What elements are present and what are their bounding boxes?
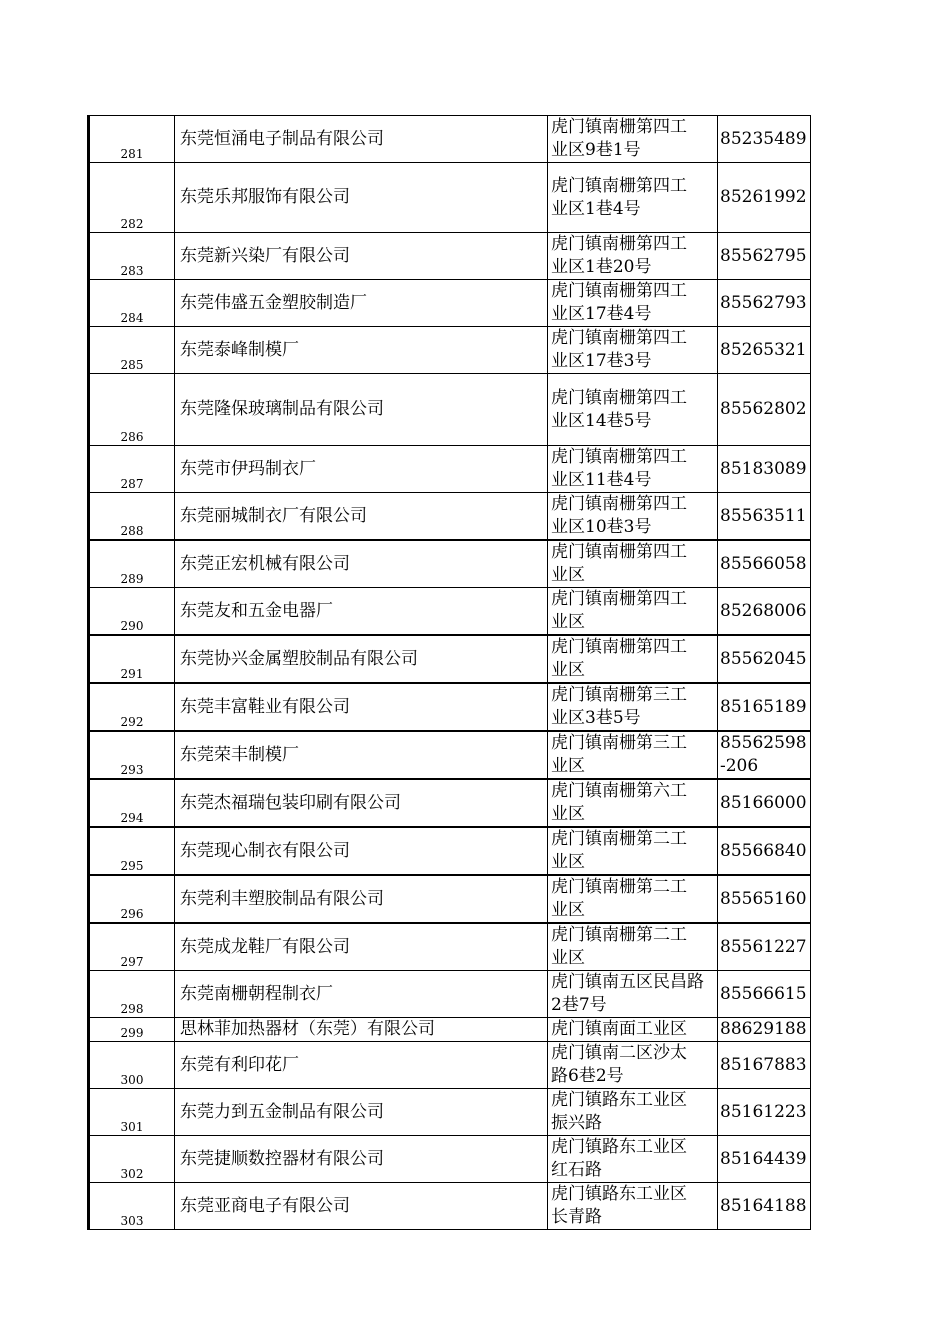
row-number: 289 [89, 540, 175, 588]
phone-line: 85164439 [720, 1148, 807, 1169]
company-address [548, 163, 718, 233]
row-number: 284 [89, 280, 175, 327]
address-line: 虎门镇南栅第二工 [551, 925, 687, 945]
company-name: 东莞现心制衣有限公司 [175, 827, 548, 875]
address-line: 业区10巷3号 [551, 517, 652, 537]
company-phone [718, 1018, 811, 1042]
address-line: 业区3巷5号 [551, 708, 641, 728]
company-phone [718, 971, 811, 1018]
row-number: 285 [89, 327, 175, 374]
address-line: 虎门镇路东工业区 [551, 1090, 687, 1110]
company-phone [718, 683, 811, 731]
company-phone [718, 233, 811, 280]
address-line: 虎门镇南栅第三工 [551, 685, 687, 705]
company-name: 东莞恒涌电子制品有限公司 [175, 116, 548, 163]
phone-line: 85166000 [720, 792, 807, 813]
row-number: 287 [89, 446, 175, 493]
phone-line: 85566840 [720, 840, 807, 861]
address-line: 业区 [551, 565, 585, 585]
row-number: 302 [89, 1136, 175, 1183]
company-phone [718, 1089, 811, 1136]
address-line: 虎门镇路东工业区 [551, 1137, 687, 1157]
row-number: 294 [89, 779, 175, 827]
phone-line: 85565160 [720, 888, 807, 909]
row-number: 288 [89, 493, 175, 541]
company-name: 东莞丰富鞋业有限公司 [175, 683, 548, 731]
address-line: 2巷7号 [551, 995, 607, 1015]
address-line: 虎门镇南栅第四工 [551, 234, 687, 254]
company-table [87, 115, 811, 1230]
company-phone [718, 731, 811, 779]
company-phone [718, 923, 811, 971]
address-line: 业区 [551, 756, 585, 776]
company-phone [718, 1136, 811, 1183]
phone-line: 88629188 [720, 1019, 807, 1039]
phone-line: 85566615 [720, 983, 807, 1004]
company-address [548, 374, 718, 446]
row-number: 295 [89, 827, 175, 875]
table-row [89, 588, 811, 636]
company-address [548, 779, 718, 827]
address-line: 业区11巷4号 [551, 470, 652, 490]
address-line: 虎门镇南栅第四工 [551, 328, 687, 348]
table-row [89, 1183, 811, 1230]
company-address [548, 233, 718, 280]
address-line: 业区 [551, 948, 585, 968]
company-address [548, 540, 718, 588]
row-number: 291 [89, 635, 175, 683]
company-name: 东莞协兴金属塑胶制品有限公司 [175, 635, 548, 683]
company-phone [718, 779, 811, 827]
address-line: 业区 [551, 660, 585, 680]
address-line: 长青路 [551, 1207, 602, 1227]
table-row [89, 280, 811, 327]
phone-line: 85167883 [720, 1054, 807, 1075]
company-name: 东莞荣丰制模厂 [175, 731, 548, 779]
company-address [548, 327, 718, 374]
address-line: 虎门镇南栅第四工 [551, 281, 687, 301]
address-line: 虎门镇南栅第四工 [551, 447, 687, 467]
row-number: 303 [89, 1183, 175, 1230]
company-name: 东莞捷顺数控器材有限公司 [175, 1136, 548, 1183]
table-row [89, 971, 811, 1018]
company-address [548, 1183, 718, 1230]
phone-line: 85562045 [720, 648, 807, 669]
address-line: 虎门镇南栅第三工 [551, 733, 687, 753]
phone-line: 85161223 [720, 1101, 807, 1122]
company-name: 东莞丽城制衣厂有限公司 [175, 493, 548, 541]
phone-line: 85165189 [720, 696, 807, 717]
address-line: 业区 [551, 612, 585, 632]
company-name: 东莞杰福瑞包装印刷有限公司 [175, 779, 548, 827]
company-name: 东莞利丰塑胶制品有限公司 [175, 875, 548, 923]
address-line: 业区14巷5号 [551, 410, 652, 431]
row-number: 282 [89, 163, 175, 233]
company-phone [718, 875, 811, 923]
address-line: 虎门镇路东工业区 [551, 1184, 687, 1204]
company-address [548, 588, 718, 636]
company-address [548, 1089, 718, 1136]
company-phone [718, 827, 811, 875]
table-row [89, 779, 811, 827]
phone-line: 85562793 [720, 292, 807, 313]
phone-line: 85164188 [720, 1195, 807, 1216]
phone-line: 85261992 [720, 187, 807, 207]
address-line: 虎门镇南栅第四工 [551, 175, 687, 196]
company-name: 东莞南栅朝程制衣厂 [175, 971, 548, 1018]
phone-line: 85566058 [720, 553, 807, 574]
address-line: 虎门镇南栅第六工 [551, 781, 687, 801]
phone-line: 85562802 [720, 399, 807, 419]
table-row [89, 1089, 811, 1136]
phone-line: 85268006 [720, 600, 807, 621]
address-line: 红石路 [551, 1160, 602, 1180]
company-address [548, 731, 718, 779]
row-number: 300 [89, 1042, 175, 1089]
table-row [89, 1136, 811, 1183]
table-row [89, 635, 811, 683]
table-row [89, 116, 811, 163]
phone-line: 85563511 [720, 505, 807, 526]
phone-line: 85562598 [720, 733, 807, 753]
company-phone [718, 280, 811, 327]
company-phone [718, 327, 811, 374]
company-address [548, 446, 718, 493]
address-line: 虎门镇南栅第四工 [551, 117, 687, 137]
company-name: 思林菲加热器材（东莞）有限公司 [175, 1018, 548, 1042]
company-phone [718, 1183, 811, 1230]
company-phone [718, 1042, 811, 1089]
address-line: 虎门镇南五区民昌路 [551, 972, 704, 992]
address-line: 虎门镇南栅第二工 [551, 877, 687, 897]
company-address [548, 923, 718, 971]
phone-line: 85561227 [720, 936, 807, 957]
company-address [548, 683, 718, 731]
address-line: 虎门镇南栅第四工 [551, 494, 687, 514]
company-phone [718, 588, 811, 636]
phone-line: 85562795 [720, 245, 807, 266]
company-phone [718, 163, 811, 233]
company-name: 东莞力到五金制品有限公司 [175, 1089, 548, 1136]
company-name: 东莞亚商电子有限公司 [175, 1183, 548, 1230]
table-row [89, 1018, 811, 1042]
company-address [548, 493, 718, 541]
company-address [548, 635, 718, 683]
company-address [548, 875, 718, 923]
table-row [89, 327, 811, 374]
company-name: 东莞成龙鞋厂有限公司 [175, 923, 548, 971]
row-number: 293 [89, 731, 175, 779]
company-name: 东莞友和五金电器厂 [175, 588, 548, 636]
company-address [548, 280, 718, 327]
address-line: 虎门镇南二区沙太 [551, 1043, 687, 1063]
address-line: 虎门镇南栅第四工 [551, 387, 687, 408]
table-row [89, 923, 811, 971]
company-address [548, 971, 718, 1018]
address-line: 虎门镇南栅第二工 [551, 829, 687, 849]
row-number: 286 [89, 374, 175, 446]
company-address [548, 1042, 718, 1089]
table-row [89, 233, 811, 280]
row-number: 299 [89, 1018, 175, 1042]
phone-line: 85235489 [720, 128, 807, 149]
address-line: 虎门镇南面工业区 [551, 1019, 687, 1039]
company-name: 东莞有利印花厂 [175, 1042, 548, 1089]
address-line: 业区17巷4号 [551, 304, 652, 324]
company-name: 东莞伟盛五金塑胶制造厂 [175, 280, 548, 327]
address-line: 振兴路 [551, 1113, 602, 1133]
company-address [548, 827, 718, 875]
address-line: 路6巷2号 [551, 1066, 624, 1086]
address-line: 虎门镇南栅第四工 [551, 637, 687, 657]
phone-line: -206 [720, 756, 759, 776]
company-name: 东莞新兴染厂有限公司 [175, 233, 548, 280]
address-line: 业区1巷20号 [551, 257, 652, 277]
table-row [89, 875, 811, 923]
company-name: 东莞乐邦服饰有限公司 [175, 163, 548, 233]
company-name: 东莞隆保玻璃制品有限公司 [175, 374, 548, 446]
company-name: 东莞正宏机械有限公司 [175, 540, 548, 588]
row-number: 301 [89, 1089, 175, 1136]
company-phone [718, 374, 811, 446]
company-address [548, 116, 718, 163]
company-name: 东莞市伊玛制衣厂 [175, 446, 548, 493]
table-row [89, 827, 811, 875]
address-line: 虎门镇南栅第四工 [551, 589, 687, 609]
address-line: 业区17巷3号 [551, 351, 652, 371]
row-number: 296 [89, 875, 175, 923]
address-line: 虎门镇南栅第四工 [551, 542, 687, 562]
company-name: 东莞泰峰制模厂 [175, 327, 548, 374]
company-phone [718, 116, 811, 163]
table-row [89, 1042, 811, 1089]
address-line: 业区 [551, 900, 585, 920]
table-row [89, 493, 811, 541]
company-phone [718, 540, 811, 588]
row-number: 298 [89, 971, 175, 1018]
table-row [89, 683, 811, 731]
company-phone [718, 493, 811, 541]
phone-line: 85183089 [720, 458, 807, 479]
row-number: 292 [89, 683, 175, 731]
address-line: 业区 [551, 804, 585, 824]
row-number: 283 [89, 233, 175, 280]
row-number: 290 [89, 588, 175, 636]
company-phone [718, 635, 811, 683]
table-row [89, 374, 811, 446]
company-address [548, 1136, 718, 1183]
row-number: 281 [89, 116, 175, 163]
address-line: 业区 [551, 852, 585, 872]
phone-line: 85265321 [720, 339, 807, 360]
address-line: 业区1巷4号 [551, 198, 641, 219]
table-row [89, 731, 811, 779]
table-row [89, 163, 811, 233]
row-number: 297 [89, 923, 175, 971]
company-address [548, 1018, 718, 1042]
table-row [89, 446, 811, 493]
address-line: 业区9巷1号 [551, 140, 641, 160]
company-phone [718, 446, 811, 493]
table-row [89, 540, 811, 588]
